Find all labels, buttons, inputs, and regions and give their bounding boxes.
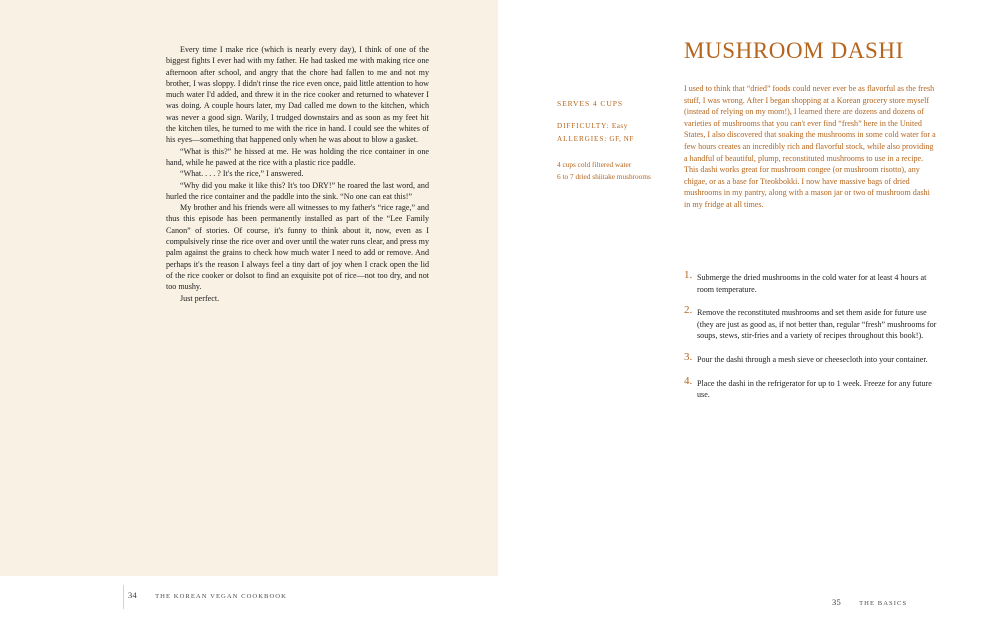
recipe-steps bbox=[684, 269, 937, 413]
right-folio bbox=[832, 597, 907, 607]
ingredient-item: 4 cups cold filtered water bbox=[557, 160, 632, 169]
recipe-step bbox=[684, 269, 937, 295]
left-folio bbox=[128, 590, 287, 600]
allergies-label: ALLERGIES: bbox=[557, 135, 608, 143]
ingredient-list bbox=[557, 160, 669, 183]
recipe-title: MUSHROOM DASHI bbox=[684, 38, 904, 63]
body-paragraph: My brother and his friends were all witnesses to my father's “rice rage,” and thus this episode has been permanently installed as part of the “Lee Family Canon” of stories. Of course, it's funny to think about it, now, even as I compulsively rinse the rice over and over until the water runs clear, and press my palm against the grains to check how much water I need to add or remove. And perhaps it's the reason I always feel a tiny dart of joy when I crack open the lid of the rice cooker or dolsot to find an exquisite pot of rice—not too dry, and not too mushy. bbox=[166, 203, 429, 292]
step-number: 4. bbox=[684, 374, 693, 387]
recipe-serves: SERVES 4 CUPS bbox=[557, 99, 623, 108]
recipe-allergies bbox=[557, 134, 667, 145]
page-number: 35 bbox=[832, 597, 842, 607]
recipe-step bbox=[684, 374, 937, 401]
left-page-body bbox=[166, 44, 429, 304]
difficulty-value: Easy bbox=[611, 122, 628, 130]
step-text: Submerge the dried mushrooms in the cold water for at least 4 hours at room temperature. bbox=[697, 273, 927, 294]
body-paragraph: Every time I make rice (which is nearly every day), I think of one of the biggest fights I ever had with my father. He had tasked me with making rice one afternoon after school, and angry that the chore had fallen to me and not my brother, I was sloppy. I didn't rinse the rice even once, paid little attention to how much water I'd added, and threw it in the rice cooker and returned to whatever I was doing. A couple hours later, my Dad called me down to the kitchen, which was never a good sign. Warily, I trudged downstairs and as soon as my feet hit the kitchen tiles, he turned to me with the rice in hand. I could see the whites of his eyes—something that happened only when he was about to blow a gasket. bbox=[166, 45, 429, 145]
difficulty-label: DIFFICULTY: bbox=[557, 122, 610, 130]
body-paragraph: “What. . . . ? It's the rice,” I answered. bbox=[180, 169, 304, 179]
running-head: THE BASICS bbox=[859, 600, 908, 607]
recipe-difficulty bbox=[557, 121, 667, 132]
running-head: THE KOREAN VEGAN COOKBOOK bbox=[155, 593, 287, 600]
step-number: 2. bbox=[684, 304, 693, 317]
recipe-headnote: I used to think that “dried” foods could never ever be as flavorful as the fresh stuff, I was wrong. After I began shopping at a Korean grocery store myself (instead of relying on my mom!), I learned there are dozens and dozens of varieties of mushrooms that you can't ever find “fresh” here in the United States, I also discovered that soaking the mushrooms in some cold water for a few hours creates an incredibly rich and flavorful stock, while also providing a handful of beautiful, plump, reconstituted mushrooms to use in a recipe. This dashi works great for mushroom congee (or mushroom risotto), any chigae, or as a base for Tteokbokki. I now have massive bags of dried mushrooms in my pantry, along with a mason jar or two of mushroom dashi in my fridge at all times. bbox=[684, 84, 936, 209]
recipe-step bbox=[684, 350, 937, 366]
right-page bbox=[498, 0, 996, 621]
allergies-value: GF, NF bbox=[609, 135, 634, 143]
recipe-step bbox=[684, 304, 937, 342]
recipe-meta bbox=[557, 98, 667, 147]
page-number: 34 bbox=[128, 590, 138, 600]
ingredient-item: 6 to 7 dried shiitake mushrooms bbox=[557, 171, 651, 181]
left-page-footer bbox=[0, 576, 498, 621]
footer-divider bbox=[123, 585, 124, 609]
step-text: Place the dashi in the refrigerator for up to 1 week. Freeze for any future use. bbox=[697, 378, 932, 400]
body-paragraph: “What is this?” he hissed at me. He was holding the rice container in one hand, while he pawed at the rice with a plastic rice paddle. bbox=[166, 146, 429, 167]
step-number: 3. bbox=[684, 350, 693, 363]
step-number: 1. bbox=[684, 269, 693, 281]
step-text: Remove the reconstituted mushrooms and set them aside for future use (they are just as good as, if not better than, regular “fresh” mushrooms for soups, stews, stir-fries and a variety of recipes throughout this book!). bbox=[697, 308, 937, 341]
body-paragraph: “Why did you make it like this? It's too DRY!” he roared the last word, and hurled the rice container and the paddle into the sink. “No one can eat this!” bbox=[166, 180, 429, 201]
step-text: Pour the dashi through a mesh sieve or cheesecloth into your container. bbox=[697, 354, 928, 364]
body-paragraph: Just perfect. bbox=[180, 293, 220, 303]
